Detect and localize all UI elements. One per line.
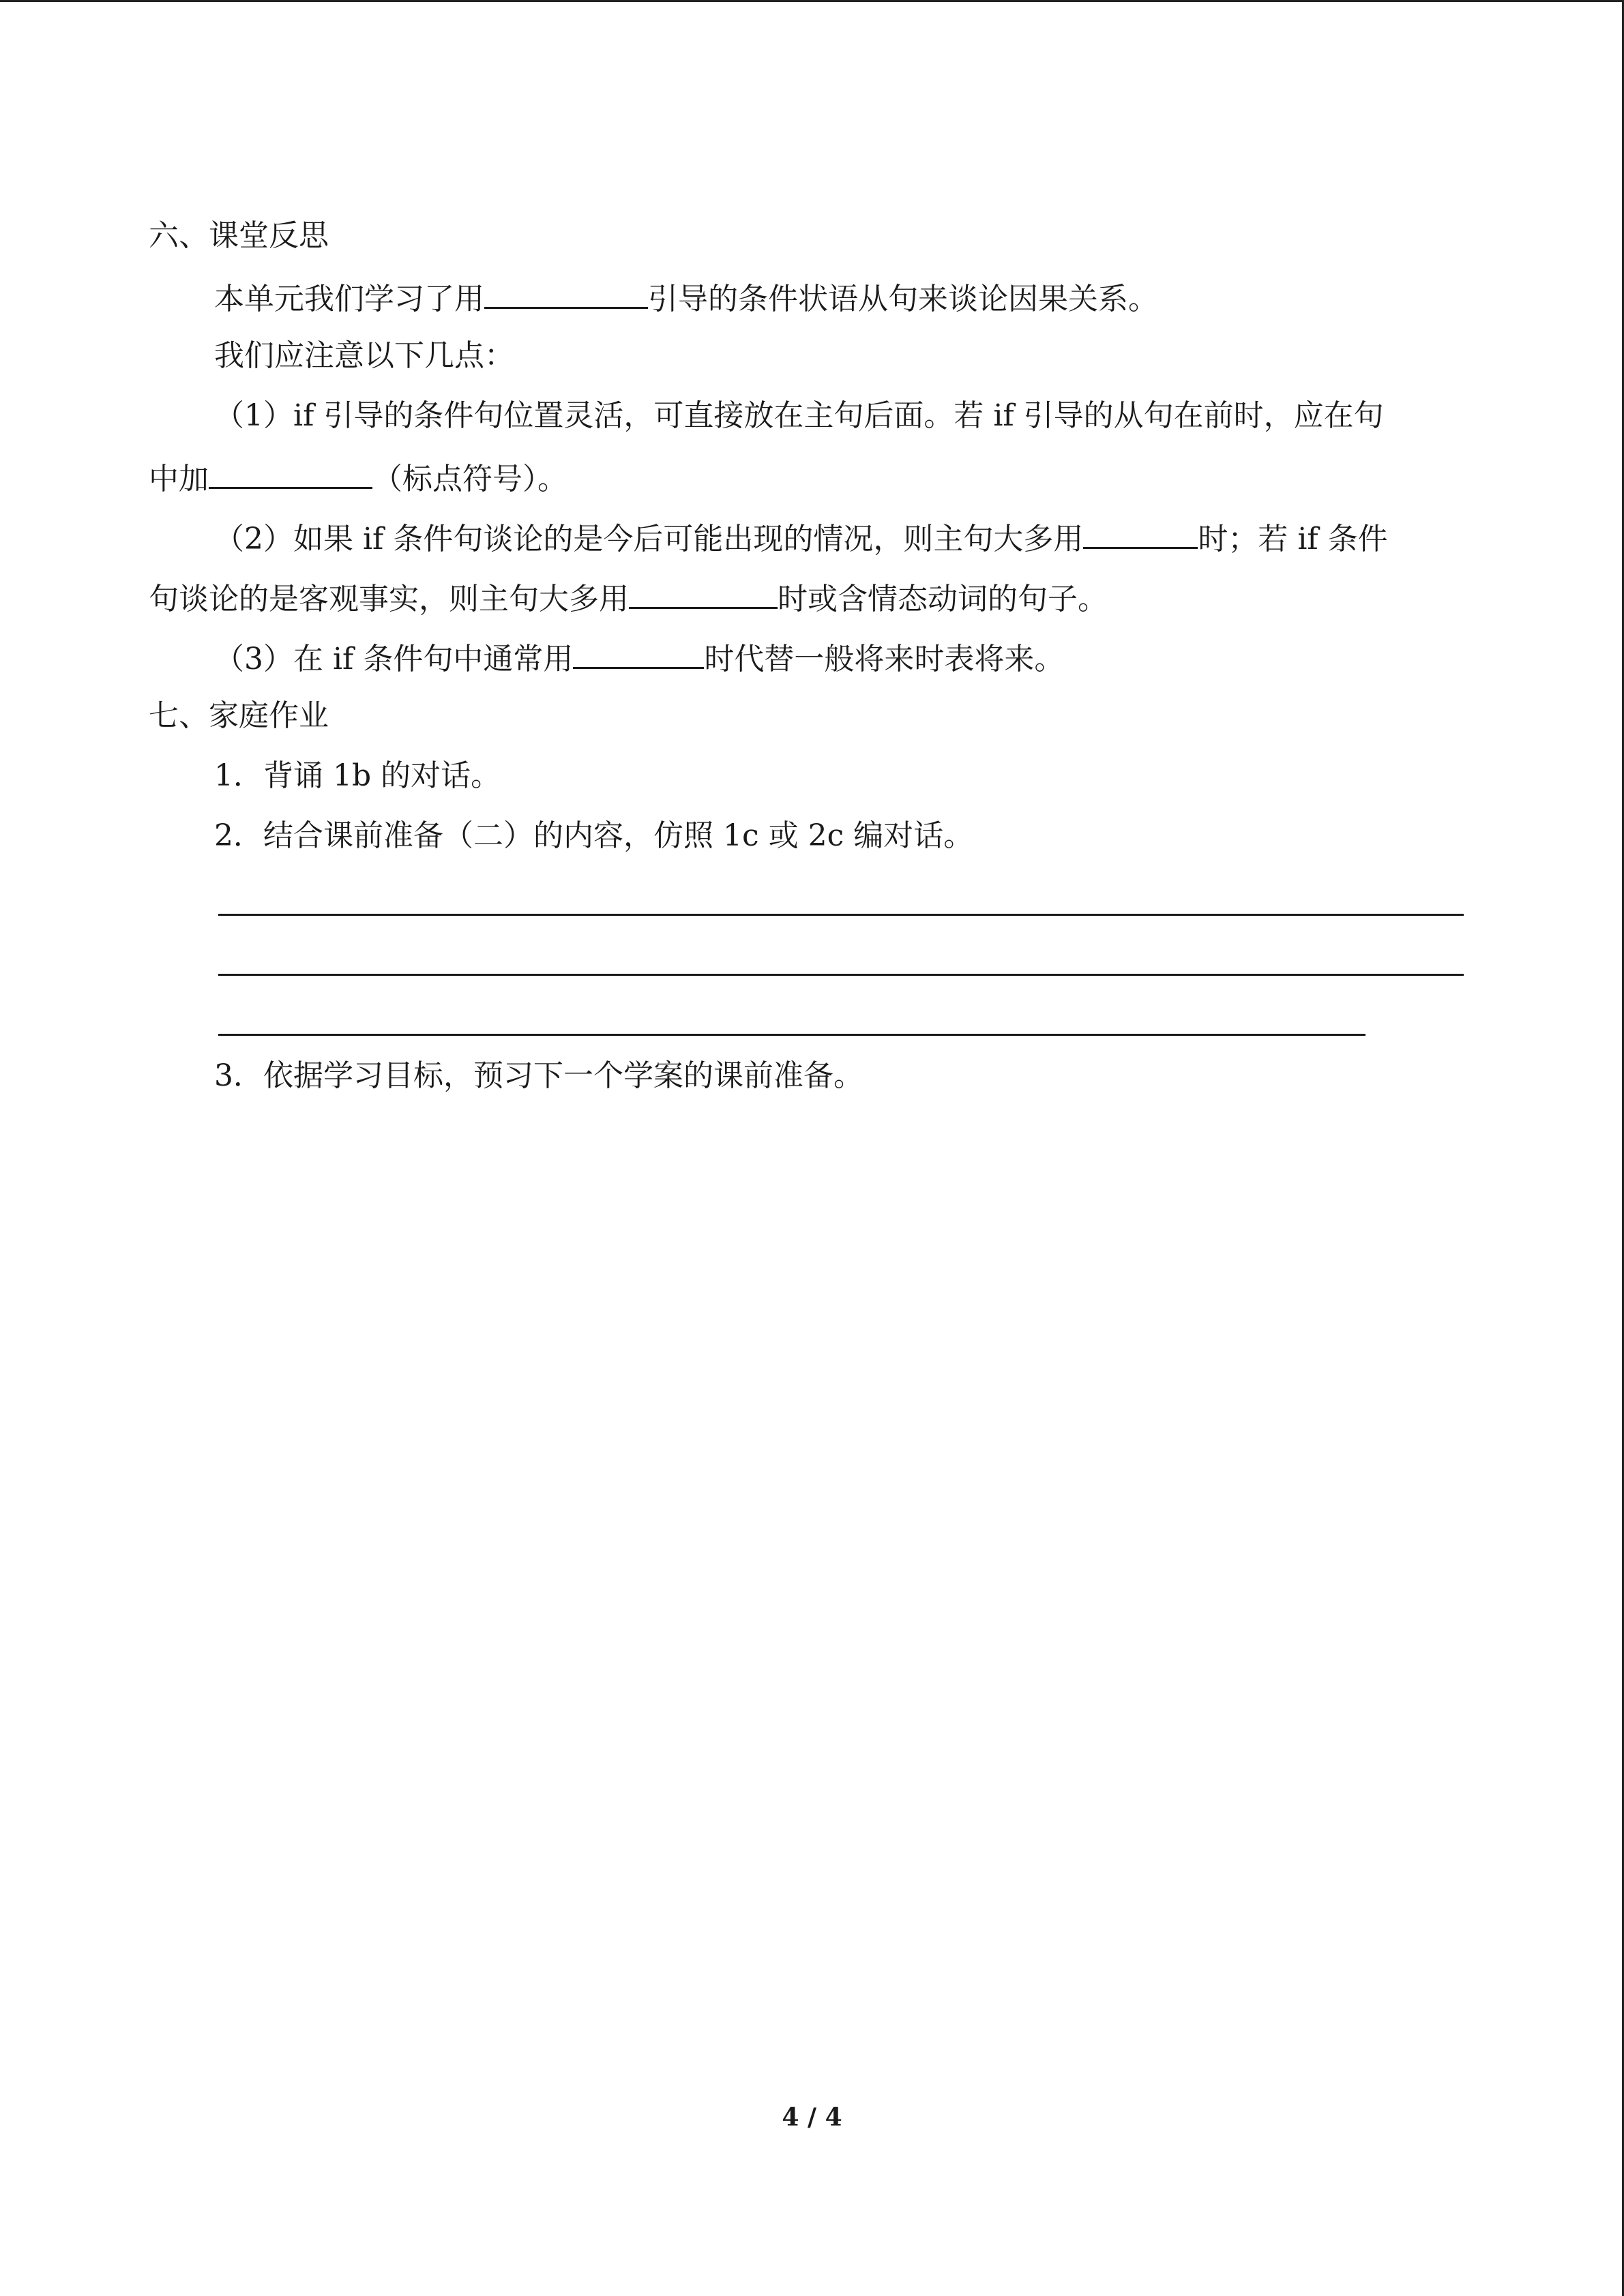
answer-blank-punctuation[interactable]: [209, 456, 372, 489]
writing-line-3[interactable]: [218, 1034, 1365, 1036]
page-number: 4 / 4: [782, 2103, 842, 2132]
writing-line-1[interactable]: [218, 914, 1464, 916]
section-6-heading: 六、课堂反思: [149, 218, 329, 253]
point-2-line-1: （2）如果 if 条件句谈论的是今后可能出现的情况，则主句大多用 时；若 if 条件: [214, 516, 1388, 560]
reflection-note: 我们应注意以下几点：: [214, 338, 514, 373]
point-2-line-2: 句谈论的是客观事实，则主句大多用 时或含情态动词的句子。: [149, 576, 1108, 620]
point-1-line-2: 中加 （标点符号）。: [149, 456, 567, 500]
section-7-heading: 七、家庭作业: [149, 698, 329, 733]
answer-blank-conjunction[interactable]: [484, 275, 648, 309]
top-border: [0, 0, 1624, 2]
homework-task-3: 3．依据学习目标，预习下一个学案的课前准备。: [214, 1058, 863, 1093]
homework-task-2: 2．结合课前准备（二）的内容，仿照 1c 或 2c 编对话。: [214, 818, 974, 853]
reflection-intro: 本单元我们学习了用 引导的条件状语从句来谈论因果关系。: [214, 275, 1158, 320]
point-3: （3）在 if 条件句中通常用 时代替一般将来时表将来。: [214, 636, 1064, 680]
answer-blank-tense-1[interactable]: [1083, 516, 1198, 549]
homework-task-1: 1．背诵 1b 的对话。: [214, 758, 501, 793]
answer-blank-tense-3[interactable]: [573, 636, 704, 669]
point-1-line-1: （1）if 引导的条件句位置灵活，可直接放在主句后面。若 if 引导的从句在前时，应在句: [214, 398, 1384, 433]
answer-blank-tense-2[interactable]: [629, 576, 778, 609]
writing-line-2[interactable]: [218, 974, 1464, 976]
